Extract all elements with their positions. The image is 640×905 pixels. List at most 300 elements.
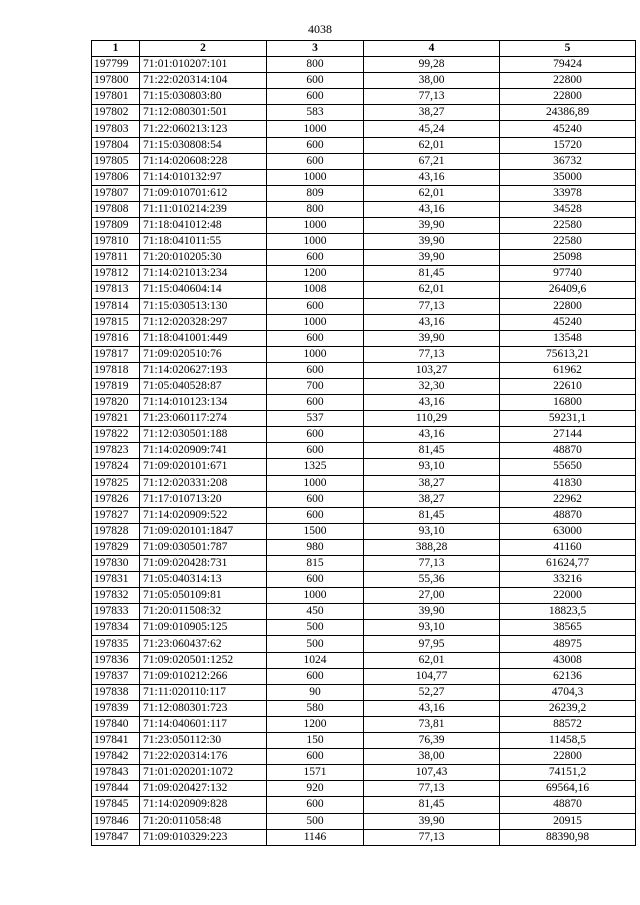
record-number-cell: 197842: [92, 749, 140, 765]
record-number-cell: 197814: [92, 298, 140, 314]
table-row: [92, 749, 636, 765]
area-cell: 600: [267, 797, 364, 813]
table-row: [92, 700, 636, 716]
rate-cell: 76,39: [364, 733, 500, 749]
rate-cell: 43,16: [364, 395, 500, 411]
value-cell: 20915: [500, 813, 636, 829]
rate-cell: 38,27: [364, 475, 500, 491]
table-row: [92, 604, 636, 620]
value-cell: 48870: [500, 507, 636, 523]
area-cell: 600: [267, 749, 364, 765]
value-cell: 48870: [500, 443, 636, 459]
area-cell: 1000: [267, 475, 364, 491]
cadastral-number-cell: 71:14:020909:741: [140, 443, 267, 459]
record-number-cell: 197837: [92, 668, 140, 684]
value-cell: 22800: [500, 89, 636, 105]
rate-cell: 43,16: [364, 201, 500, 217]
cadastral-number-cell: 71:09:020428:731: [140, 556, 267, 572]
value-cell: 62136: [500, 668, 636, 684]
rate-cell: 77,13: [364, 556, 500, 572]
area-cell: 1000: [267, 218, 364, 234]
table-row: [92, 668, 636, 684]
rate-cell: 93,10: [364, 523, 500, 539]
table-row: [92, 716, 636, 732]
table-row: [92, 250, 636, 266]
area-cell: 600: [267, 427, 364, 443]
table-row: [92, 443, 636, 459]
cadastral-number-cell: 71:14:021013:234: [140, 266, 267, 282]
value-cell: 88572: [500, 716, 636, 732]
record-number-cell: 197812: [92, 266, 140, 282]
area-cell: 600: [267, 491, 364, 507]
rate-cell: 43,16: [364, 427, 500, 443]
value-cell: 33216: [500, 572, 636, 588]
record-number-cell: 197825: [92, 475, 140, 491]
area-cell: 500: [267, 813, 364, 829]
area-cell: 1000: [267, 346, 364, 362]
rate-cell: 27,00: [364, 588, 500, 604]
cadastral-number-cell: 71:17:010713:20: [140, 491, 267, 507]
area-cell: 600: [267, 73, 364, 89]
record-number-cell: 197806: [92, 169, 140, 185]
rate-cell: 107,43: [364, 765, 500, 781]
record-number-cell: 197800: [92, 73, 140, 89]
value-cell: 25098: [500, 250, 636, 266]
value-cell: 36732: [500, 153, 636, 169]
value-cell: 26239,2: [500, 700, 636, 716]
rate-cell: 81,45: [364, 443, 500, 459]
table-row: [92, 346, 636, 362]
record-number-cell: 197821: [92, 411, 140, 427]
rate-cell: 77,13: [364, 89, 500, 105]
area-cell: 920: [267, 781, 364, 797]
value-cell: 22580: [500, 218, 636, 234]
area-cell: 600: [267, 395, 364, 411]
cadastral-number-cell: 71:15:040604:14: [140, 282, 267, 298]
rate-cell: 38,00: [364, 749, 500, 765]
cadastral-number-cell: 71:15:030808:54: [140, 137, 267, 153]
area-cell: 1200: [267, 266, 364, 282]
record-number-cell: 197802: [92, 105, 140, 121]
record-number-cell: 197823: [92, 443, 140, 459]
table-row: [92, 266, 636, 282]
cadastral-number-cell: 71:20:011508:32: [140, 604, 267, 620]
value-cell: 74151,2: [500, 765, 636, 781]
area-cell: 600: [267, 137, 364, 153]
area-cell: 600: [267, 443, 364, 459]
rate-cell: 38,27: [364, 105, 500, 121]
value-cell: 27144: [500, 427, 636, 443]
column-header: 4: [364, 41, 500, 57]
record-number-cell: 197827: [92, 507, 140, 523]
table-row: [92, 89, 636, 105]
value-cell: 61962: [500, 362, 636, 378]
cadastral-number-cell: 71:09:020427:132: [140, 781, 267, 797]
table-row: [92, 813, 636, 829]
table-row: [92, 491, 636, 507]
cadastral-number-cell: 71:12:030501:188: [140, 427, 267, 443]
record-number-cell: 197834: [92, 620, 140, 636]
value-cell: 75613,21: [500, 346, 636, 362]
value-cell: 34528: [500, 201, 636, 217]
area-cell: 800: [267, 201, 364, 217]
area-cell: 800: [267, 57, 364, 73]
record-number-cell: 197811: [92, 250, 140, 266]
cadastral-number-cell: 71:14:020608:228: [140, 153, 267, 169]
table-row: [92, 556, 636, 572]
cadastral-number-cell: 71:15:030513:130: [140, 298, 267, 314]
cadastral-number-cell: 71:14:010123:134: [140, 395, 267, 411]
cadastral-number-cell: 71:23:060117:274: [140, 411, 267, 427]
cadastral-number-cell: 71:23:060437:62: [140, 636, 267, 652]
record-number-cell: 197836: [92, 652, 140, 668]
area-cell: 600: [267, 89, 364, 105]
rate-cell: 77,13: [364, 781, 500, 797]
value-cell: 22610: [500, 378, 636, 394]
cadastral-number-cell: 71:09:020510:76: [140, 346, 267, 362]
table-row: [92, 733, 636, 749]
cadastral-number-cell: 71:09:010701:612: [140, 185, 267, 201]
cadastral-number-cell: 71:09:020501:1252: [140, 652, 267, 668]
rate-cell: 110,29: [364, 411, 500, 427]
rate-cell: 45,24: [364, 121, 500, 137]
table-row: [92, 523, 636, 539]
table-row: [92, 234, 636, 250]
rate-cell: 97,95: [364, 636, 500, 652]
rate-cell: 81,45: [364, 266, 500, 282]
table-row: [92, 169, 636, 185]
value-cell: 63000: [500, 523, 636, 539]
column-header: 2: [140, 41, 267, 57]
table-row: [92, 395, 636, 411]
value-cell: 22800: [500, 749, 636, 765]
cadastral-number-cell: 71:18:041011:55: [140, 234, 267, 250]
record-number-cell: 197843: [92, 765, 140, 781]
value-cell: 48975: [500, 636, 636, 652]
cadastral-number-cell: 71:12:020331:208: [140, 475, 267, 491]
cadastral-number-cell: 71:14:020909:828: [140, 797, 267, 813]
rate-cell: 52,27: [364, 684, 500, 700]
area-cell: 1000: [267, 588, 364, 604]
area-cell: 980: [267, 539, 364, 555]
record-number-cell: 197841: [92, 733, 140, 749]
table-row: [92, 330, 636, 346]
cadastral-number-cell: 71:09:010905:125: [140, 620, 267, 636]
record-number-cell: 197830: [92, 556, 140, 572]
table-row: [92, 201, 636, 217]
record-number-cell: 197826: [92, 491, 140, 507]
rate-cell: 93,10: [364, 620, 500, 636]
table-row: [92, 185, 636, 201]
table-body: [92, 57, 636, 846]
value-cell: 97740: [500, 266, 636, 282]
area-cell: 600: [267, 362, 364, 378]
table-row: [92, 411, 636, 427]
value-cell: 69564,16: [500, 781, 636, 797]
rate-cell: 38,27: [364, 491, 500, 507]
rate-cell: 39,90: [364, 330, 500, 346]
rate-cell: 43,16: [364, 169, 500, 185]
record-number-cell: 197840: [92, 716, 140, 732]
table-row: [92, 652, 636, 668]
column-header: 1: [92, 41, 140, 57]
value-cell: 33978: [500, 185, 636, 201]
record-number-cell: 197803: [92, 121, 140, 137]
table-row: [92, 121, 636, 137]
value-cell: 38565: [500, 620, 636, 636]
table-row: [92, 57, 636, 73]
area-cell: 90: [267, 684, 364, 700]
cadastral-number-cell: 71:22:060213:123: [140, 121, 267, 137]
rate-cell: 77,13: [364, 298, 500, 314]
table-row: [92, 507, 636, 523]
area-cell: 1008: [267, 282, 364, 298]
cadastral-number-cell: 71:11:010214:239: [140, 201, 267, 217]
record-number-cell: 197815: [92, 314, 140, 330]
rate-cell: 77,13: [364, 346, 500, 362]
rate-cell: 103,27: [364, 362, 500, 378]
area-cell: 700: [267, 378, 364, 394]
area-cell: 500: [267, 620, 364, 636]
table-row: [92, 137, 636, 153]
table-row: [92, 620, 636, 636]
cadastral-number-cell: 71:12:020328:297: [140, 314, 267, 330]
record-number-cell: 197799: [92, 57, 140, 73]
record-number-cell: 197846: [92, 813, 140, 829]
value-cell: 13548: [500, 330, 636, 346]
record-number-cell: 197831: [92, 572, 140, 588]
area-cell: 600: [267, 572, 364, 588]
cadastral-number-cell: 71:12:080301:723: [140, 700, 267, 716]
record-number-cell: 197809: [92, 218, 140, 234]
record-number-cell: 197801: [92, 89, 140, 105]
record-number-cell: 197828: [92, 523, 140, 539]
area-cell: 600: [267, 250, 364, 266]
record-number-cell: 197838: [92, 684, 140, 700]
cadastral-number-cell: 71:18:041001:449: [140, 330, 267, 346]
value-cell: 15720: [500, 137, 636, 153]
cadastral-number-cell: 71:14:020627:193: [140, 362, 267, 378]
record-number-cell: 197829: [92, 539, 140, 555]
rate-cell: 38,00: [364, 73, 500, 89]
table-row: [92, 829, 636, 845]
rate-cell: 39,90: [364, 234, 500, 250]
value-cell: 43008: [500, 652, 636, 668]
record-number-cell: 197819: [92, 378, 140, 394]
rate-cell: 62,01: [364, 185, 500, 201]
area-cell: 809: [267, 185, 364, 201]
value-cell: 18823,5: [500, 604, 636, 620]
record-number-cell: 197817: [92, 346, 140, 362]
table-row: [92, 73, 636, 89]
value-cell: 22800: [500, 298, 636, 314]
area-cell: 815: [267, 556, 364, 572]
table-row: [92, 475, 636, 491]
cadastral-number-cell: 71:11:020110:117: [140, 684, 267, 700]
table-row: [92, 797, 636, 813]
area-cell: 1024: [267, 652, 364, 668]
rate-cell: 99,28: [364, 57, 500, 73]
page-number: 4038: [308, 22, 332, 36]
area-cell: 1000: [267, 234, 364, 250]
record-number-cell: 197845: [92, 797, 140, 813]
value-cell: 41160: [500, 539, 636, 555]
record-number-cell: 197804: [92, 137, 140, 153]
rate-cell: 55,36: [364, 572, 500, 588]
area-cell: 583: [267, 105, 364, 121]
value-cell: 24386,89: [500, 105, 636, 121]
table-row: [92, 765, 636, 781]
rate-cell: 93,10: [364, 459, 500, 475]
cadastral-number-cell: 71:22:020314:104: [140, 73, 267, 89]
rate-cell: 62,01: [364, 282, 500, 298]
rate-cell: 39,90: [364, 250, 500, 266]
rate-cell: 388,28: [364, 539, 500, 555]
value-cell: 22800: [500, 73, 636, 89]
record-number-cell: 197813: [92, 282, 140, 298]
rate-cell: 81,45: [364, 507, 500, 523]
record-number-cell: 197808: [92, 201, 140, 217]
cadastral-number-cell: 71:15:030803:80: [140, 89, 267, 105]
table-row: [92, 218, 636, 234]
value-cell: 59231,1: [500, 411, 636, 427]
table-row: [92, 153, 636, 169]
value-cell: 61624,77: [500, 556, 636, 572]
rate-cell: 81,45: [364, 797, 500, 813]
cadastral-number-cell: 71:09:020101:671: [140, 459, 267, 475]
cadastral-number-cell: 71:14:010132:97: [140, 169, 267, 185]
value-cell: 48870: [500, 797, 636, 813]
table-row: [92, 314, 636, 330]
cadastral-number-cell: 71:01:010207:101: [140, 57, 267, 73]
table-row: [92, 588, 636, 604]
record-number-cell: 197847: [92, 829, 140, 845]
table-row: [92, 298, 636, 314]
table-row: [92, 459, 636, 475]
value-cell: 35000: [500, 169, 636, 185]
cadastral-number-cell: 71:05:040528:87: [140, 378, 267, 394]
record-number-cell: 197818: [92, 362, 140, 378]
record-number-cell: 197824: [92, 459, 140, 475]
value-cell: 79424: [500, 57, 636, 73]
area-cell: 1200: [267, 716, 364, 732]
cadastral-number-cell: 71:09:010329:223: [140, 829, 267, 845]
record-number-cell: 197807: [92, 185, 140, 201]
record-number-cell: 197820: [92, 395, 140, 411]
rate-cell: 32,30: [364, 378, 500, 394]
cadastral-number-cell: 71:14:040601:117: [140, 716, 267, 732]
table-row: [92, 684, 636, 700]
data-table: [91, 40, 636, 846]
rate-cell: 43,16: [364, 314, 500, 330]
cadastral-number-cell: 71:01:020201:1072: [140, 765, 267, 781]
value-cell: 4704,3: [500, 684, 636, 700]
cadastral-number-cell: 71:14:020909:522: [140, 507, 267, 523]
table-row: [92, 572, 636, 588]
value-cell: 22962: [500, 491, 636, 507]
value-cell: 41830: [500, 475, 636, 491]
table-row: [92, 781, 636, 797]
table-row: [92, 427, 636, 443]
table-row: [92, 362, 636, 378]
record-number-cell: 197833: [92, 604, 140, 620]
cadastral-number-cell: 71:20:011058:48: [140, 813, 267, 829]
area-cell: 500: [267, 636, 364, 652]
record-number-cell: 197839: [92, 700, 140, 716]
rate-cell: 62,01: [364, 137, 500, 153]
area-cell: 450: [267, 604, 364, 620]
cadastral-number-cell: 71:09:020101:1847: [140, 523, 267, 539]
record-number-cell: 197810: [92, 234, 140, 250]
cadastral-number-cell: 71:22:020314:176: [140, 749, 267, 765]
area-cell: 150: [267, 733, 364, 749]
value-cell: 45240: [500, 314, 636, 330]
table-row: [92, 636, 636, 652]
area-cell: 1000: [267, 169, 364, 185]
column-header: 5: [500, 41, 636, 57]
area-cell: 1000: [267, 121, 364, 137]
area-cell: 537: [267, 411, 364, 427]
cadastral-number-cell: 71:05:050109:81: [140, 588, 267, 604]
area-cell: 1146: [267, 829, 364, 845]
cadastral-number-cell: 71:09:030501:787: [140, 539, 267, 555]
table-row: [92, 539, 636, 555]
cadastral-number-cell: 71:12:080301:501: [140, 105, 267, 121]
cadastral-number-cell: 71:20:010205:30: [140, 250, 267, 266]
rate-cell: 73,81: [364, 716, 500, 732]
table-row: [92, 378, 636, 394]
rate-cell: 39,90: [364, 813, 500, 829]
area-cell: 1325: [267, 459, 364, 475]
cadastral-number-cell: 71:23:050112:30: [140, 733, 267, 749]
table-row: [92, 282, 636, 298]
area-cell: 1500: [267, 523, 364, 539]
record-number-cell: 197822: [92, 427, 140, 443]
cadastral-number-cell: 71:09:010212:266: [140, 668, 267, 684]
area-cell: 1571: [267, 765, 364, 781]
cadastral-number-cell: 71:18:041012:48: [140, 218, 267, 234]
area-cell: 600: [267, 330, 364, 346]
table-row: [92, 105, 636, 121]
value-cell: 55650: [500, 459, 636, 475]
record-number-cell: 197835: [92, 636, 140, 652]
area-cell: 1000: [267, 314, 364, 330]
value-cell: 22000: [500, 588, 636, 604]
value-cell: 11458,5: [500, 733, 636, 749]
value-cell: 16800: [500, 395, 636, 411]
record-number-cell: 197816: [92, 330, 140, 346]
value-cell: 26409,6: [500, 282, 636, 298]
rate-cell: 104,77: [364, 668, 500, 684]
record-number-cell: 197844: [92, 781, 140, 797]
rate-cell: 39,90: [364, 218, 500, 234]
table-header-row: [92, 41, 636, 57]
area-cell: 600: [267, 507, 364, 523]
rate-cell: 39,90: [364, 604, 500, 620]
area-cell: 600: [267, 668, 364, 684]
rate-cell: 67,21: [364, 153, 500, 169]
column-header: 3: [267, 41, 364, 57]
record-number-cell: 197805: [92, 153, 140, 169]
area-cell: 600: [267, 153, 364, 169]
rate-cell: 43,16: [364, 700, 500, 716]
value-cell: 88390,98: [500, 829, 636, 845]
area-cell: 580: [267, 700, 364, 716]
value-cell: 22580: [500, 234, 636, 250]
rate-cell: 62,01: [364, 652, 500, 668]
area-cell: 600: [267, 298, 364, 314]
value-cell: 45240: [500, 121, 636, 137]
